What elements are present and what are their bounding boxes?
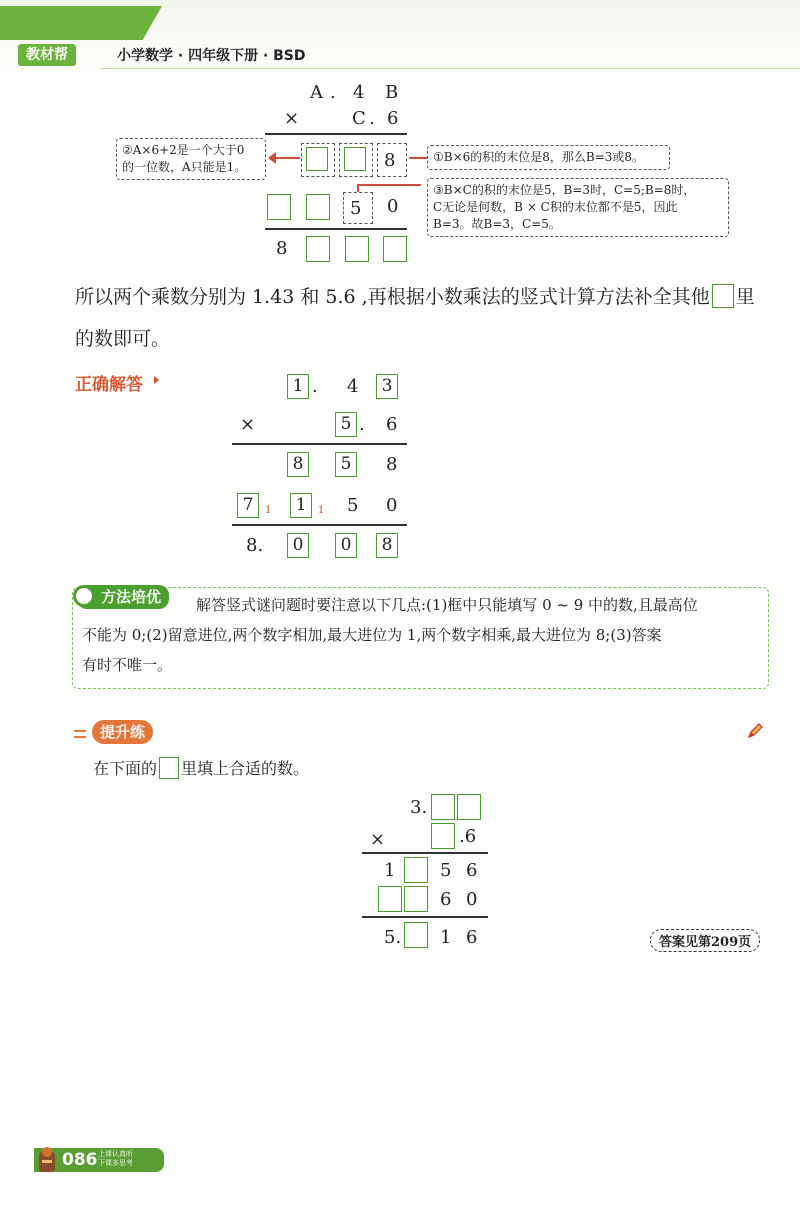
- page-number: 086: [62, 1150, 98, 1170]
- note-right-1: ①B×6的积的末位是8，那么B=3或8。: [427, 145, 670, 170]
- answer-box-7: 7: [237, 493, 259, 518]
- mascot-icon: [36, 1146, 58, 1174]
- arrow-left: [272, 157, 300, 159]
- answer-result-8: 8.: [246, 535, 264, 556]
- puzzle-digit-a: A: [310, 82, 323, 103]
- practice-times-sign: ×: [370, 829, 386, 850]
- blank-box: [159, 757, 179, 779]
- practice-marker: [74, 730, 86, 732]
- practice-instruction: [93, 756, 309, 782]
- note-right-3-line-2: C无论是何数，B × C积的末位都不是5，因此: [433, 200, 678, 214]
- answer-box-1b: 1: [290, 493, 312, 518]
- conclusion-line-2: 的数即可。: [75, 328, 171, 350]
- practice-instruction-before: 在下面的: [93, 759, 158, 778]
- blank-box: [431, 823, 455, 849]
- note-right-3-line-1: ③B×C的积的末位是5，B=3时，C=5;B=8时，: [433, 183, 696, 197]
- magnifier-icon: [73, 585, 95, 607]
- practice-result-6: 6: [466, 927, 478, 948]
- footer-tagline: [98, 1150, 133, 1168]
- puzzle-result-8: 8: [276, 238, 288, 259]
- conclusion-text-before: 所以两个乘数分别为 1.43 和 5.6 ,再根据小数乘法的竖式计算方法补全其他: [75, 286, 710, 308]
- answer-reference: 答案见第209页: [650, 929, 760, 952]
- arrow-right-1: [409, 157, 427, 159]
- puzzle-digit-4: 4: [353, 82, 365, 103]
- blank-box: [404, 922, 428, 948]
- blank-box: [431, 794, 455, 820]
- practice-row2-suffix: .6: [459, 826, 477, 847]
- puzzle-digit-c: C: [352, 108, 366, 129]
- answer-box-0b: 0: [335, 533, 357, 558]
- answer-box-5: 5: [335, 412, 357, 437]
- practice-line-1: [362, 852, 488, 854]
- answer-digit-6: 6: [386, 414, 398, 435]
- puzzle-partial2-5: 5: [350, 198, 362, 219]
- method-tip-line-3: 有时不唯一。: [82, 656, 173, 674]
- answer-line-1: [232, 443, 407, 445]
- practice-marker-2: [74, 736, 86, 738]
- practice-partial2-6: 6: [440, 889, 452, 910]
- note-left-line-2: 的一位数，A只能是1。: [122, 160, 247, 174]
- dashed-box-1: [301, 143, 335, 177]
- answer-dot: .: [312, 376, 318, 397]
- puzzle-digit-6: 6: [387, 108, 399, 129]
- puzzle-dot: .: [330, 82, 336, 103]
- puzzle-digit-b: B: [385, 82, 399, 103]
- puzzle-times-sign: ×: [284, 108, 300, 129]
- arrow-right-2-stem: [357, 184, 359, 192]
- footer-tag-line-1: 上课认真听: [98, 1150, 133, 1158]
- practice-label: 提升练: [92, 720, 153, 744]
- practice-row1-prefix: 3.: [410, 797, 428, 818]
- note-left-line-1: ②A×6+2是一个大于0: [122, 143, 245, 157]
- blank-box: [267, 194, 291, 220]
- note-left: [116, 138, 266, 180]
- carry-mark-1: 1: [265, 505, 272, 516]
- dashed-box-2: [339, 143, 373, 177]
- practice-result-prefix: 5.: [384, 927, 402, 948]
- note-right-3: [427, 178, 729, 237]
- blank-box: [404, 857, 428, 883]
- blank-box: [344, 147, 366, 171]
- practice-instruction-after: 里填上合适的数。: [181, 759, 310, 778]
- puzzle-line-1: [265, 133, 407, 135]
- answer-dot-2: .: [359, 414, 365, 435]
- practice-partial1-5: 5: [440, 860, 452, 881]
- puzzle-partial1-8: 8: [384, 150, 396, 171]
- puzzle-dot-2: .: [369, 108, 375, 129]
- answer-box-3: 3: [376, 374, 398, 399]
- answer-digit-0: 0: [386, 495, 398, 516]
- method-tip-line-1: 解答竖式谜问题时要注意以下几点:(1)框中只能填写 0 ~ 9 中的数,且最高位: [196, 596, 698, 614]
- blank-box: [306, 236, 330, 262]
- answer-box-8b: 8: [376, 533, 398, 558]
- conclusion-text-after: 里: [735, 286, 755, 308]
- blank-box: [306, 147, 328, 171]
- practice-partial1-6: 6: [466, 860, 478, 881]
- blank-box: [404, 886, 428, 912]
- answer-heading-arrow-icon: [154, 376, 159, 384]
- answer-digit-8: 8: [386, 454, 398, 475]
- dashed-box-4: [343, 192, 373, 224]
- dashed-box-3: [377, 143, 407, 177]
- conclusion-line-1: [75, 280, 795, 314]
- header-divider: [100, 68, 800, 69]
- carry-mark-2: 1: [318, 505, 325, 516]
- puzzle-partial2-0: 0: [387, 196, 399, 217]
- blank-box: [457, 794, 481, 820]
- answer-times-sign: ×: [240, 414, 256, 435]
- answer-box-8a: 8: [287, 452, 309, 477]
- method-tip-label: 方法培优: [77, 585, 169, 609]
- answer-digit-4: 4: [347, 376, 359, 397]
- pencil-icon: [746, 722, 764, 740]
- arrow-left-head: [268, 152, 276, 164]
- answer-digit-5: 5: [347, 495, 359, 516]
- practice-line-2: [362, 916, 488, 918]
- blank-box: [383, 236, 407, 262]
- blank-box: [345, 236, 369, 262]
- practice-partial1-1: 1: [384, 860, 396, 881]
- puzzle-line-2: [265, 228, 407, 230]
- brand-badge: 教材帮: [18, 44, 76, 66]
- blank-box: [712, 284, 734, 308]
- page-header-title: 小学数学 · 四年级下册 · BSD: [117, 48, 306, 64]
- answer-box-5b: 5: [335, 452, 357, 477]
- blank-box: [378, 886, 402, 912]
- answer-heading: 正确解答: [75, 375, 143, 395]
- method-tip-line-2: 不能为 0;(2)留意进位,两个数字相加,最大进位为 1,两个数字相乘,最大进位为 8;(3)答案: [82, 626, 662, 644]
- footer-tag-line-2: 下课多思考: [98, 1159, 133, 1167]
- note-right-3-line-3: B=3。故B=3，C=5。: [433, 217, 561, 231]
- answer-box-0a: 0: [287, 533, 309, 558]
- practice-partial2-0: 0: [466, 889, 478, 910]
- answer-box-1: 1: [287, 374, 309, 399]
- practice-result-1: 1: [440, 927, 452, 948]
- answer-line-2: [232, 524, 407, 526]
- header-accent: [0, 6, 162, 40]
- arrow-right-2: [357, 184, 421, 186]
- blank-box: [306, 194, 330, 220]
